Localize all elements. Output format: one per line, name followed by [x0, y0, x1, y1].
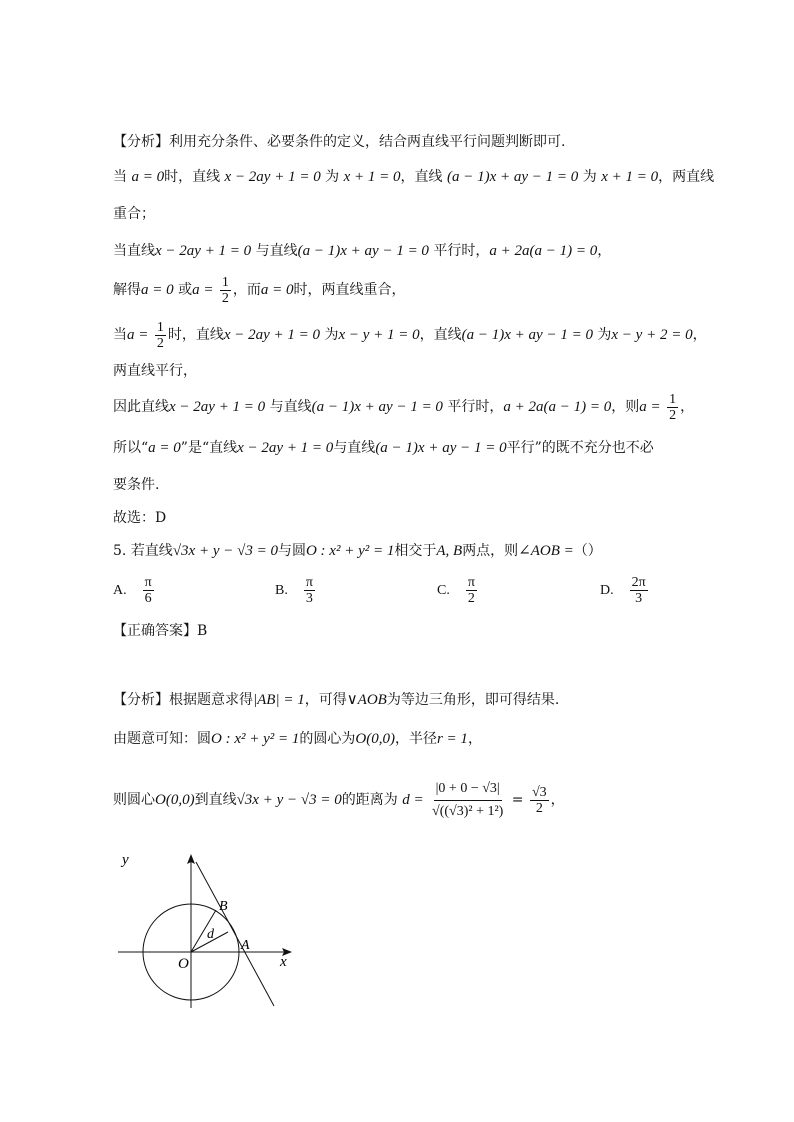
- analysis-tag: 【分析】: [113, 692, 169, 708]
- text: 由题意可知：圆: [113, 731, 211, 747]
- text: 为等边三角形，即可得结果.: [386, 692, 560, 708]
- x-axis-label: x: [280, 954, 287, 970]
- text: 所以“: [113, 440, 149, 456]
- text: ，直线: [419, 327, 462, 343]
- text: 或: [178, 282, 193, 298]
- fraction-numerator: π: [305, 575, 313, 590]
- math-expr: ∨AOB: [346, 692, 387, 708]
- math-expr: x − 2ay + 1 = 0: [237, 440, 334, 456]
- text: 平行时，: [447, 399, 504, 415]
- option-label: B.: [275, 582, 288, 598]
- fraction-denominator: 2: [156, 335, 164, 351]
- answer-blank: （）: [573, 543, 602, 559]
- answer-tag: 【正确答案】: [113, 623, 197, 639]
- math-expr: a = 0: [260, 282, 294, 298]
- text: ，: [467, 731, 482, 747]
- fraction: [155, 320, 166, 351]
- math-expr: (a − 1)x + ay − 1 = 0: [461, 327, 593, 343]
- solution-line-9: 要条件.: [113, 477, 160, 493]
- text: 平行”的既不充分也不必: [506, 440, 654, 456]
- option-a[interactable]: [113, 575, 156, 606]
- math-expr: x − 2ay + 1 = 0: [169, 399, 266, 415]
- geometry-figure: [110, 850, 310, 1010]
- solution-line-4: [113, 273, 406, 307]
- question-number: 5.: [113, 543, 127, 559]
- text: 与直线: [269, 399, 312, 415]
- origin-label: O: [178, 956, 189, 972]
- solution-line-7: [113, 390, 694, 424]
- distance-fraction: [430, 778, 505, 823]
- text: 根据题意求得: [169, 692, 253, 708]
- text: ，可得: [304, 692, 347, 708]
- text: 与圆: [277, 543, 306, 559]
- solution-line-2: 重合；: [113, 206, 155, 222]
- math-expr: x − 2ay + 1 = 0: [223, 327, 321, 343]
- text: 若直线: [130, 543, 173, 559]
- math-expr: a = 0: [131, 169, 165, 185]
- math-expr: O(0,0): [155, 792, 195, 808]
- analysis-text: 利用充分条件、必要条件的定义，结合两直线平行问题判断即可.: [169, 134, 566, 150]
- solution-line-1: [113, 167, 714, 187]
- text: 与直线: [255, 243, 298, 259]
- analysis-tag: 【分析】: [113, 134, 169, 150]
- text: 时，两直线重合，: [293, 282, 406, 298]
- fraction-denominator: 3: [635, 591, 643, 606]
- text: 两点，则: [462, 543, 519, 559]
- text: 因此直线: [113, 399, 169, 415]
- fraction-denominator: 6: [144, 591, 152, 606]
- option-b[interactable]: [275, 575, 317, 606]
- point-a-label: A: [241, 938, 250, 953]
- fraction: [143, 575, 154, 606]
- q5-analysis-line-1: [113, 690, 559, 710]
- text: 当直线: [113, 243, 155, 259]
- distance-label: d: [207, 927, 214, 942]
- math-expr: x + 1 = 0: [343, 169, 401, 185]
- text: 则圆心: [113, 792, 155, 808]
- math-expr: =: [511, 792, 524, 808]
- option-label: D.: [600, 582, 614, 598]
- math-expr: (a − 1)x + ay − 1 = 0: [375, 440, 507, 456]
- text: 到直线: [194, 792, 237, 808]
- choice-line: 故选：D: [113, 510, 167, 526]
- math-expr: O : x² + y² = 1: [305, 543, 395, 559]
- text: ，: [550, 792, 565, 808]
- math-expr: x + 1 = 0: [601, 169, 659, 185]
- math-expr: x − 2ay + 1 = 0: [155, 243, 252, 259]
- question-stem: [113, 541, 602, 561]
- fraction: [530, 785, 549, 816]
- math-expr: a =: [127, 327, 149, 343]
- math-expr: (a − 1)x + ay − 1 = 0: [446, 169, 579, 185]
- answer-value: B: [197, 623, 208, 639]
- q5-analysis-line-3: [113, 772, 565, 828]
- text: 为: [325, 169, 340, 185]
- fraction-numerator: √3: [531, 784, 547, 800]
- fraction-denominator: 2: [669, 407, 677, 423]
- text: 为: [582, 169, 597, 185]
- text: ，两直线: [658, 169, 715, 185]
- math-expr: a + 2a(a − 1) = 0: [489, 243, 598, 259]
- math-expr: a + 2a(a − 1) = 0: [503, 399, 612, 415]
- text: ，: [680, 399, 695, 415]
- text: ，半径: [394, 731, 437, 747]
- option-label: A.: [113, 582, 127, 598]
- text: ”是“直线: [180, 440, 238, 456]
- text: 与直线: [333, 440, 376, 456]
- math-expr: a = 0: [148, 440, 181, 456]
- fraction-denominator: √((√3)² + 1²): [432, 803, 504, 819]
- fraction: [220, 275, 231, 306]
- math-expr: a =: [192, 282, 214, 298]
- solution-line-5: [113, 318, 707, 352]
- fraction-denominator: 2: [467, 591, 475, 606]
- text: 的距离为: [341, 792, 398, 808]
- math-expr: √3x + y − √3 = 0: [236, 792, 342, 808]
- text: 解得: [113, 282, 141, 298]
- fraction: [667, 392, 678, 423]
- math-expr: x − y + 1 = 0: [338, 327, 420, 343]
- solution-line-3: [113, 241, 611, 261]
- math-expr: a =: [639, 399, 661, 415]
- text: 的圆心为: [299, 731, 356, 747]
- fraction-numerator: 1: [669, 391, 677, 407]
- math-expr: |AB| = 1: [253, 692, 305, 708]
- math-expr: ∠AOB =: [518, 543, 574, 559]
- fraction-denominator: 2: [535, 800, 543, 816]
- text: ，直线: [400, 169, 443, 185]
- text: 为: [324, 327, 339, 343]
- y-axis-label: y: [122, 852, 129, 868]
- math-expr: d =: [402, 792, 424, 808]
- math-expr: x − y + 2 = 0: [611, 327, 693, 343]
- point-b-label: B: [219, 899, 228, 914]
- math-expr: a = 0: [141, 282, 174, 298]
- math-expr: A, B: [436, 543, 463, 559]
- math-expr: O(0,0): [355, 731, 395, 747]
- text: 当: [113, 327, 127, 343]
- math-expr: √3x + y − √3 = 0: [172, 543, 278, 559]
- fraction-denominator: 2: [221, 290, 229, 306]
- option-d[interactable]: [600, 575, 650, 606]
- text: ，而: [232, 282, 261, 298]
- analysis-intro-line: [113, 132, 565, 152]
- fraction: [466, 575, 477, 606]
- text: ，则: [611, 399, 640, 415]
- solution-line-6: 两直线平行，: [113, 363, 197, 379]
- math-expr: x − 2ay + 1 = 0: [224, 169, 321, 185]
- fraction-numerator: |0 + 0 − √3|: [434, 778, 502, 801]
- fraction-numerator: π: [144, 575, 152, 590]
- text: 时，直线: [164, 169, 221, 185]
- fraction-numerator: 2π: [631, 575, 646, 590]
- solution-line-8: [113, 438, 654, 458]
- fraction-numerator: 1: [156, 319, 164, 335]
- math-expr: r = 1: [436, 731, 468, 747]
- text: 平行时，: [433, 243, 490, 259]
- correct-answer-line: [113, 621, 207, 641]
- math-expr: (a − 1)x + ay − 1 = 0: [311, 399, 443, 415]
- text: ，: [597, 243, 612, 259]
- q5-analysis-line-2: [113, 729, 482, 749]
- fraction: [630, 575, 648, 606]
- option-label: C.: [437, 582, 450, 598]
- text: 为: [597, 327, 612, 343]
- fraction-numerator: 1: [221, 274, 229, 290]
- fraction-denominator: 3: [305, 591, 313, 606]
- text: 相交于: [394, 543, 437, 559]
- option-c[interactable]: [437, 575, 479, 606]
- math-expr: (a − 1)x + ay − 1 = 0: [297, 243, 429, 259]
- fraction-numerator: π: [467, 575, 475, 590]
- text: 当: [113, 169, 127, 185]
- text: ，: [692, 327, 707, 343]
- fraction: [304, 575, 315, 606]
- text: 时，直线: [167, 327, 224, 343]
- math-expr: O : x² + y² = 1: [211, 731, 300, 747]
